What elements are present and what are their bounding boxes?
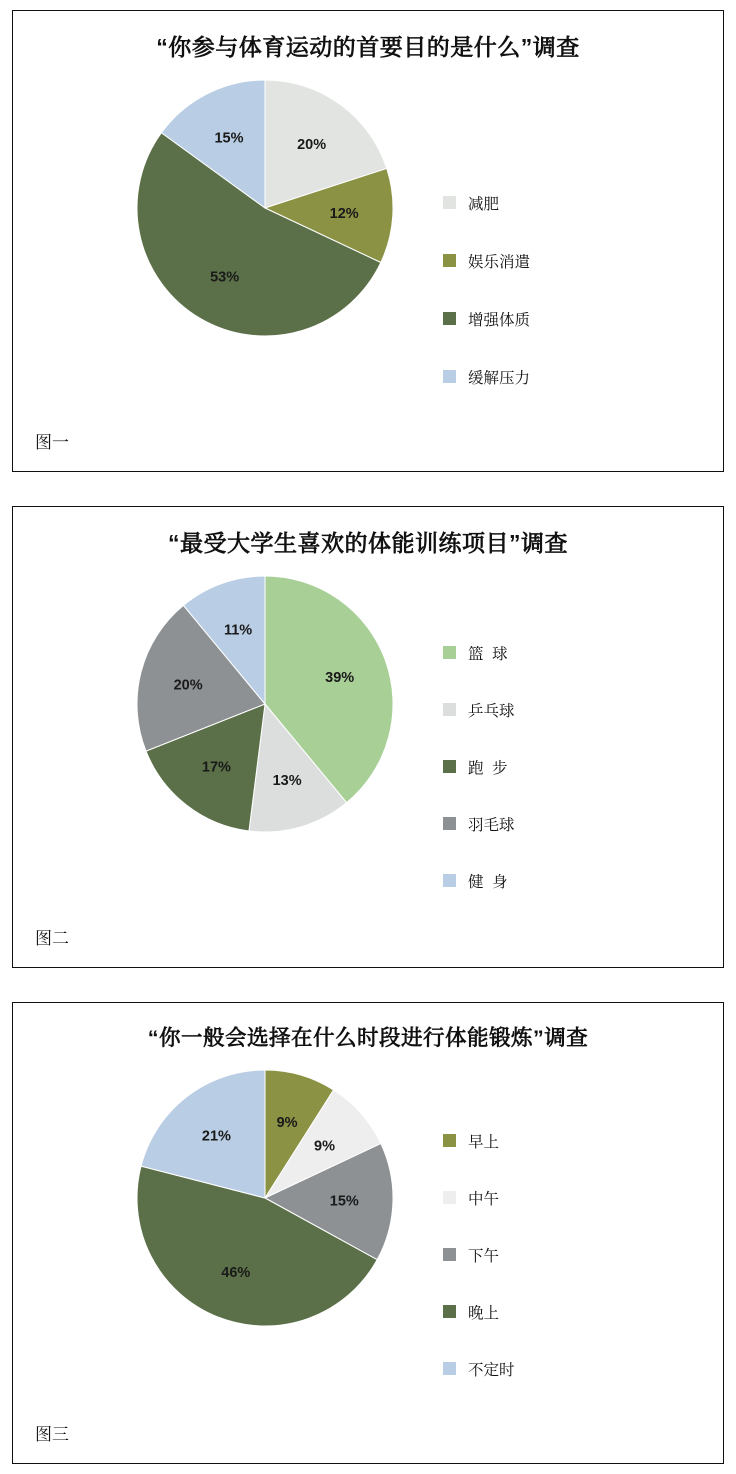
legend-item-label: 娱乐消遣 [468,253,531,271]
pie-chart-2 [125,564,405,844]
figure-label: 图一 [35,433,69,452]
chart-panel-3 [12,1002,724,1464]
legend-item [443,756,723,778]
legend-item [443,642,723,664]
pie-slice-label: 46% [221,1264,251,1281]
pie-slice-label: 21% [201,1128,231,1145]
legend-item-label: 羽毛球 [468,816,515,834]
pie-slice-label: 11% [223,622,253,639]
legend-item [443,1358,723,1380]
legend-swatch-icon [443,370,456,383]
legend-item [443,366,723,388]
page-title: “你一般会选择在什么时段进行体能锻炼”调查 [147,1026,589,1050]
chart-panel-2 [12,506,724,968]
pie-slice-label: 15% [329,1193,359,1210]
legend-swatch-icon [443,1134,456,1147]
pie-svg-3 [125,1058,405,1338]
legend-swatch-icon [443,874,456,887]
legend-item-label: 增强体质 [468,311,531,329]
legend-item-label: 缓解压力 [468,369,531,387]
legend-swatch-icon [443,1191,456,1204]
pie-slice-label: 9% [314,1138,335,1155]
legend-item-label: 下午 [468,1247,500,1265]
legend-1 [443,192,723,424]
legend-swatch-icon [443,646,456,659]
legend-swatch-icon [443,1305,456,1318]
legend-item-label: 减肥 [468,195,500,213]
legend-swatch-icon [443,703,456,716]
legend-3 [443,1130,723,1415]
pie-svg-1 [125,68,405,348]
legend-item [443,699,723,721]
chart-panel-1 [12,10,724,472]
legend-item [443,192,723,214]
legend-swatch-icon [443,760,456,773]
pie-slice-label: 53% [210,269,240,286]
legend-swatch-icon [443,1248,456,1261]
pie-chart-3 [125,1058,405,1338]
legend-item-label: 乒乓球 [468,702,515,720]
pie-slice-label: 20% [297,136,327,153]
figure-label: 图二 [35,929,69,948]
legend-swatch-icon [443,196,456,209]
pie-slice-label: 13% [272,772,302,789]
legend-swatch-icon [443,1362,456,1375]
legend-item [443,308,723,330]
pie-slice-label: 12% [329,205,359,222]
pie-svg-2 [125,564,405,844]
pie-slice-label: 39% [325,669,355,686]
pie-slice-label: 15% [214,130,244,147]
chart-body-3 [13,1058,723,1415]
chart-body-2 [13,564,723,927]
legend-item-label: 不定时 [468,1361,515,1379]
legend-swatch-icon [443,254,456,267]
legend-item [443,1301,723,1323]
legend-item-label: 中午 [468,1190,500,1208]
legend-item [443,813,723,835]
pie-chart-1 [125,68,405,348]
legend-item-label: 健 身 [468,873,508,891]
legend-item-label: 篮 球 [468,645,508,663]
legend-item [443,250,723,272]
legend-swatch-icon [443,312,456,325]
legend-item-label: 晚上 [468,1304,500,1322]
figure-label: 图三 [35,1425,69,1444]
legend-item-label: 跑 步 [468,759,508,777]
legend-swatch-icon [443,817,456,830]
pie-slice-label: 17% [201,759,231,776]
legend-item [443,1130,723,1152]
legend-2 [443,642,723,927]
page-title: “最受大学生喜欢的体能训练项目”调查 [168,530,568,556]
legend-item [443,1187,723,1209]
legend-item [443,1244,723,1266]
page-title: “你参与体育运动的首要目的是什么”调查 [156,34,580,60]
chart-body-1 [13,68,723,424]
legend-item-label: 早上 [468,1133,500,1151]
pie-slice-label: 20% [173,677,203,694]
pie-slice-label: 9% [276,1114,298,1131]
legend-item [443,870,723,892]
